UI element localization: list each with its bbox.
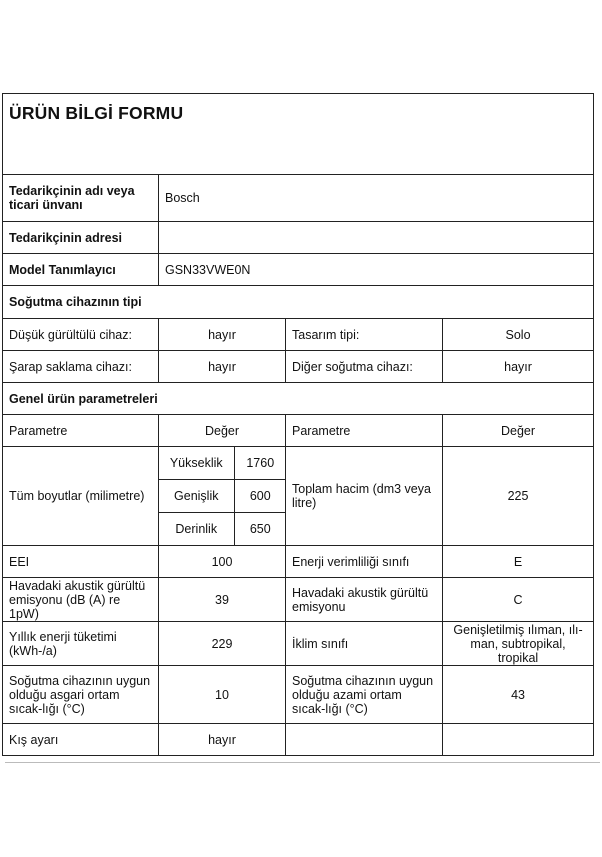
product-info-table — [2, 93, 594, 756]
volume-value: 225 — [443, 447, 594, 546]
param-row — [3, 578, 594, 622]
param-value: 10 — [159, 666, 286, 724]
param-value: C — [443, 578, 594, 622]
param-row — [3, 546, 594, 578]
param-value — [443, 724, 594, 756]
dimension-name: Genişlik — [159, 480, 234, 513]
param-value: hayır — [159, 724, 286, 756]
supplier-name-label: Tedarikçinin adı veya ticari ünvanı — [3, 175, 159, 222]
col-value-header: Değer — [443, 415, 594, 447]
params-section-heading: Genel ürün parametreleri — [3, 383, 594, 415]
param-label: Soğutma cihazının uygun olduğu azami ortam sıcak-lığı (°C) — [286, 666, 443, 724]
param-row — [3, 724, 594, 756]
col-param-header: Parametre — [286, 415, 443, 447]
param-label: EEI — [3, 546, 159, 578]
type-row-value: Solo — [443, 319, 594, 351]
product-info-sheet — [2, 93, 593, 756]
param-label: İklim sınıfı — [286, 622, 443, 666]
dimensions-label: Tüm boyutlar (milimetre) — [3, 447, 159, 546]
param-value: 100 — [159, 546, 286, 578]
type-row-label: Tasarım tipi: — [286, 319, 443, 351]
dimensions-subtable — [159, 447, 286, 545]
type-row-value: hayır — [159, 319, 286, 351]
type-row-label: Diğer soğutma cihazı: — [286, 351, 443, 383]
param-label: Havadaki akustik gürültü emisyonu (dB (A) re 1pW) — [3, 578, 159, 622]
param-value: Genişletilmiş ılıman, ılı-man, subtropikal, tropikal — [443, 622, 594, 666]
param-value: E — [443, 546, 594, 578]
dimensions-values-cell — [159, 447, 286, 546]
param-label: Yıllık enerji tüketimi (kWh-/a) — [3, 622, 159, 666]
dimension-value: 650 — [249, 522, 271, 536]
footer-divider — [5, 762, 600, 763]
param-label: Enerji verimliliği sınıfı — [286, 546, 443, 578]
param-row — [3, 666, 594, 724]
type-section-heading: Soğutma cihazının tipi — [3, 286, 594, 319]
param-label: Kış ayarı — [3, 724, 159, 756]
col-param-header: Parametre — [3, 415, 159, 447]
page-title: ÜRÜN BİLGİ FORMU — [9, 103, 184, 123]
dimension-value: 600 — [234, 480, 286, 513]
param-value: 39 — [159, 578, 286, 622]
dimension-name: Yükseklik — [159, 447, 234, 480]
model-label: Model Tanımlayıcı — [3, 254, 159, 286]
supplier-address-label: Tedarikçinin adresi — [3, 222, 159, 254]
dimensions-row — [3, 447, 594, 546]
params-header-row — [3, 415, 594, 447]
model-value: GSN33VWE0N — [159, 254, 594, 286]
volume-label: Toplam hacim (dm3 veya litre) — [286, 447, 443, 546]
param-label — [286, 724, 443, 756]
dimension-value: 1760 — [234, 447, 286, 480]
type-row — [3, 351, 594, 383]
title-cell — [3, 94, 594, 175]
type-row-value: hayır — [159, 351, 286, 383]
supplier-name-value: Bosch — [159, 175, 594, 222]
param-row — [3, 622, 594, 666]
param-value: 43 — [443, 666, 594, 724]
param-label: Havadaki akustik gürültü emisyonu — [286, 578, 443, 622]
param-value: 229 — [159, 622, 286, 666]
type-row-value: hayır — [443, 351, 594, 383]
type-row-label: Şarap saklama cihazı: — [3, 351, 159, 383]
dimension-name: Derinlik — [159, 513, 234, 546]
type-row-label: Düşük gürültülü cihaz: — [3, 319, 159, 351]
supplier-address-value — [159, 222, 594, 254]
col-value-header: Değer — [159, 415, 286, 447]
param-label: Soğutma cihazının uygun olduğu asgari ortam sıcak-lığı (°C) — [3, 666, 159, 724]
type-row — [3, 319, 594, 351]
